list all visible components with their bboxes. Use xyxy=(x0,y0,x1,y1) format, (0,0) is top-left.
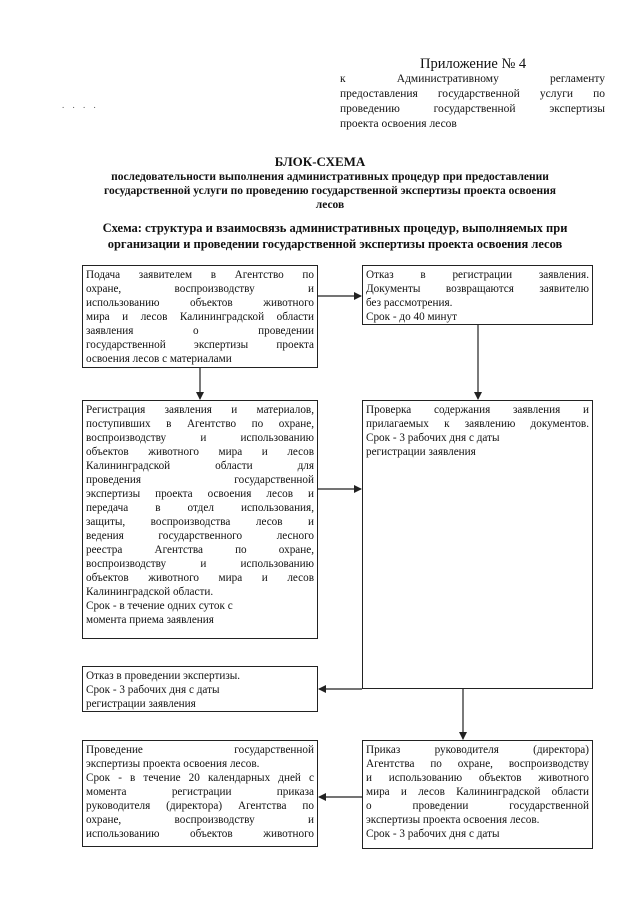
subtitle-line: государственной услуги по проведению государственной экспертизы проекта освоения xyxy=(104,185,556,197)
box-line: момента регистрации приказа xyxy=(86,786,314,798)
box-line: мира и лесов Калининградской области xyxy=(86,311,314,323)
box-line: Проверка содержания заявления и xyxy=(366,404,589,416)
box-line: освоения лесов с материалами xyxy=(86,353,232,365)
box-line: мира и лесов Калининградской области xyxy=(366,786,589,798)
box-line: прилагаемых к заявлению документов. xyxy=(366,418,589,430)
box-line: охране, воспроизводству и xyxy=(86,814,314,826)
box-line: экспертизы проекта освоения лесов. xyxy=(366,814,540,826)
box-line: воспроизводству и использованию xyxy=(86,558,314,570)
box-line: использованию объектов животного xyxy=(86,297,314,309)
box-line: объектов животного мира и лесов xyxy=(86,572,314,584)
box-line: Отказ в регистрации заявления. xyxy=(366,269,589,281)
page-marks: . . . . xyxy=(62,100,99,110)
box-line: Регистрация заявления и материалов, xyxy=(86,404,314,416)
appendix-line: проекта освоения лесов xyxy=(340,118,457,130)
box-line: Приказ руководителя (директора) xyxy=(366,744,589,756)
box-line: использованию объектов животного xyxy=(86,828,314,840)
box-line: Калининградской области для xyxy=(86,460,314,472)
box-line: руководителя (директора) Агентства по xyxy=(86,800,314,812)
box-line: о проведении государственной xyxy=(366,800,589,812)
box-line: заявления о проведении xyxy=(86,325,314,337)
appendix-line: предоставления государственной услуги по xyxy=(340,88,605,100)
box-line: Срок - 3 рабочих дня с даты xyxy=(86,684,220,696)
scheme-line: Схема: структура и взаимосвязь административных процедур, выполняемых при xyxy=(102,221,568,235)
subtitle-line: лесов xyxy=(315,199,345,211)
box-line: государственной экспертизы проекта xyxy=(86,339,314,351)
box-line: Срок - в течение одних суток с xyxy=(86,600,233,612)
box-line: ведения государственного лесного xyxy=(86,530,314,542)
box-line: Срок - 3 рабочих дня с даты xyxy=(366,828,500,840)
page-title: БЛОК-СХЕМА xyxy=(274,154,366,169)
box-line: Документы возвращаются заявителю xyxy=(366,283,589,295)
box-line: Агентства по охране, воспроизводству xyxy=(366,758,589,770)
appendix-title: Приложение № 4 xyxy=(420,56,527,72)
box-line: объектов животного мира и лесов xyxy=(86,446,314,458)
box-line: Срок - в течение 20 календарных дней с xyxy=(86,772,314,784)
box-line: Срок - 3 рабочих дня с даты xyxy=(366,432,500,444)
box-line: экспертизы проекта освоения лесов и xyxy=(86,488,314,500)
box-line: Подача заявителем в Агентство по xyxy=(86,269,314,281)
box-line: Срок - до 40 минут xyxy=(366,311,458,323)
box-line: экспертизы проекта освоения лесов. xyxy=(86,758,260,770)
box-line: регистрации заявления xyxy=(86,698,196,710)
appendix-line: к Административному регламенту xyxy=(340,73,605,85)
box-line: передача в отдел использования, xyxy=(86,502,314,514)
box-line: момента приема заявления xyxy=(86,614,214,626)
box-line: Проведение государственной xyxy=(86,744,314,756)
subtitle-line: последовательности выполнения административных процедур при предоставлении xyxy=(111,171,549,183)
appendix-line: проведению государственной экспертизы xyxy=(340,103,605,115)
scheme-line: организации и проведении государственной экспертизы проекта освоения лесов xyxy=(107,237,563,251)
box-line: Калининградской области. xyxy=(86,586,214,598)
box-line: регистрации заявления xyxy=(366,446,476,458)
box-line: без рассмотрения. xyxy=(366,297,453,309)
box-line: и использованию объектов животного xyxy=(366,772,589,784)
box-line: Отказ в проведении экспертизы. xyxy=(86,670,241,682)
box-line: реестра Агентства по охране, xyxy=(86,544,314,556)
box-line: проведения государственной xyxy=(86,474,314,486)
box-line: защиты, воспроизводства лесов и xyxy=(86,516,314,528)
box-line: поступивших в Агентство по охране, xyxy=(86,418,314,430)
box-line: охране, воспроизводству и xyxy=(86,283,314,295)
box-line: воспроизводству и использованию xyxy=(86,432,314,444)
